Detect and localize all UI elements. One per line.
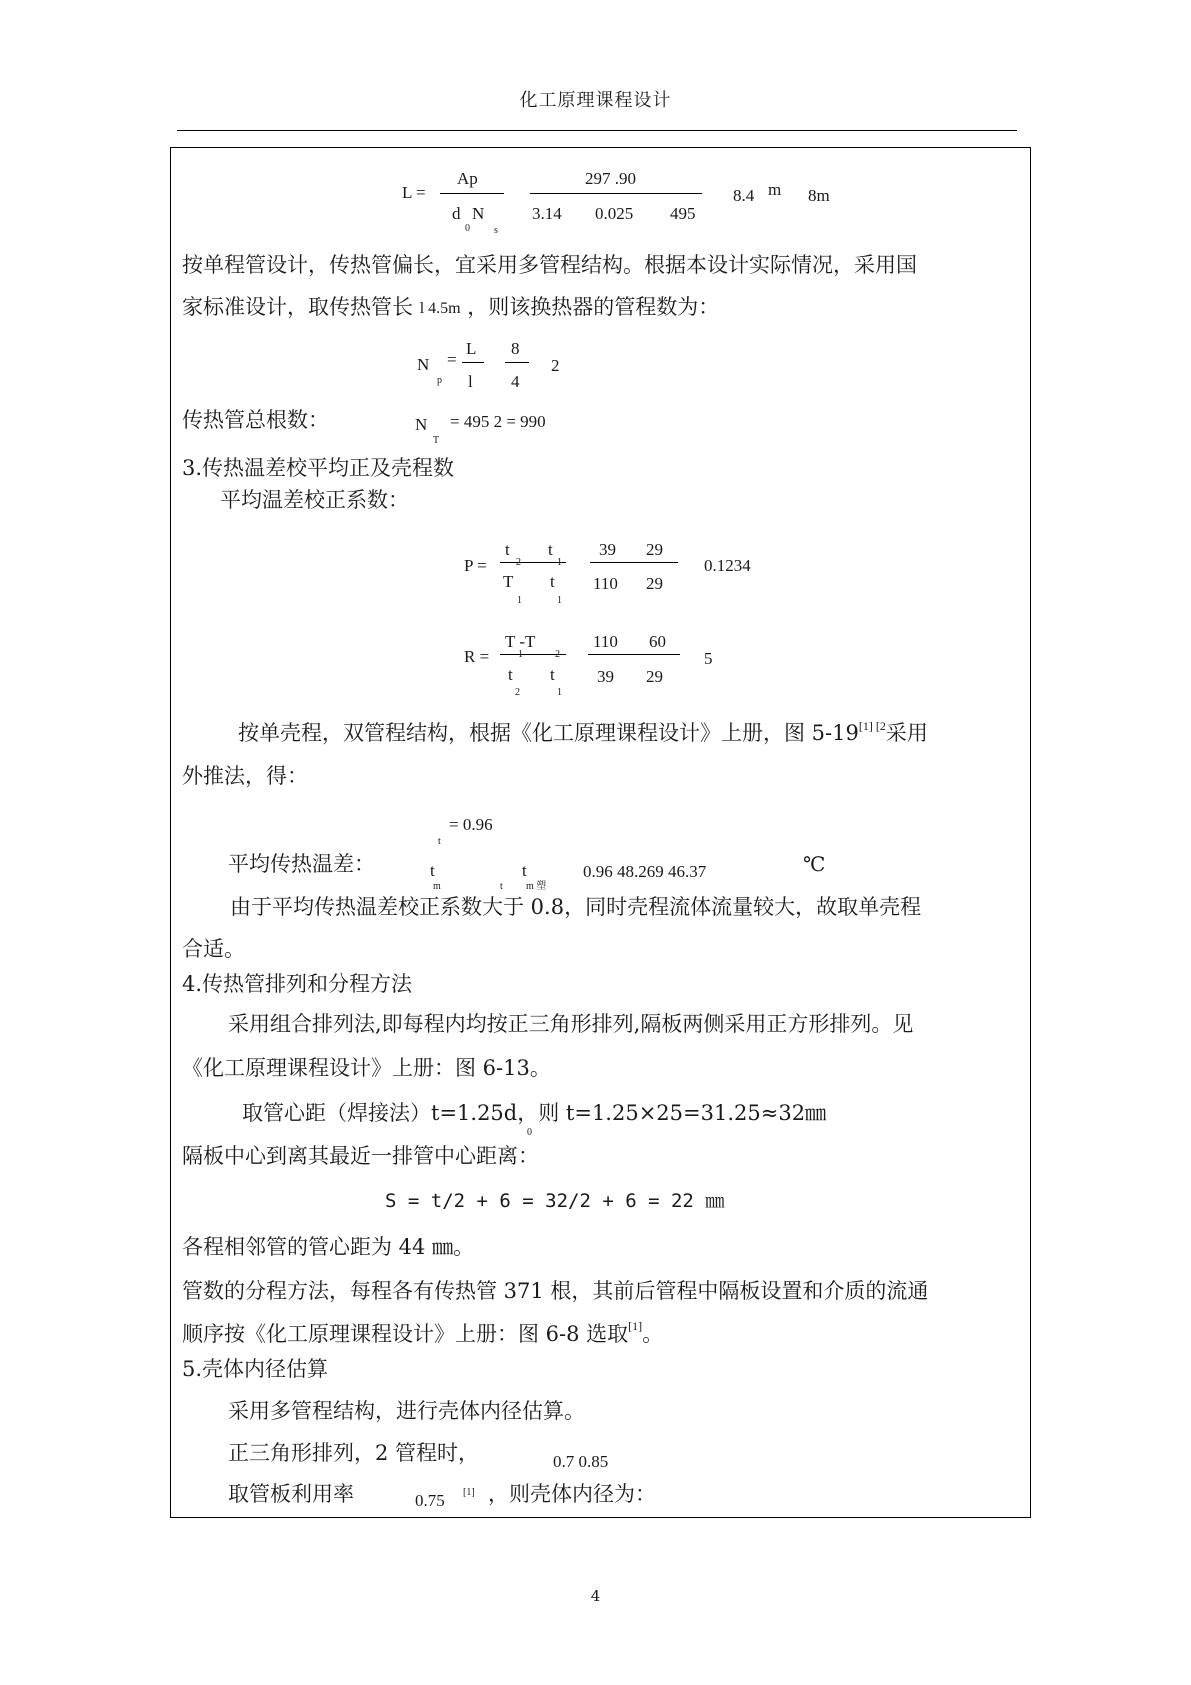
eq-psi-sub: t — [438, 836, 441, 847]
eq-den1-sub0: 0 — [465, 223, 470, 234]
eq-psi: = 0.96 — [449, 815, 493, 834]
eq-den2-a: 39 — [597, 667, 614, 686]
eq-num2-b: 60 — [649, 632, 666, 651]
paragraph-line: 取管板利用率 — [228, 1482, 354, 1506]
eq-num-a-sub — [516, 558, 521, 568]
section-title: 5.壳体内径估算 — [182, 1357, 329, 1381]
eq-den2-b: 29 — [646, 667, 663, 686]
paragraph-line: 正三角形排列，2 管程时， — [228, 1441, 480, 1465]
eq-t1-sub: m — [433, 881, 441, 892]
paragraph-line: 外推法，得： — [182, 764, 308, 788]
section-title: 4.传热管排列和分程方法 — [182, 972, 413, 996]
equation-s — [385, 1192, 724, 1211]
paragraph-line — [182, 297, 719, 318]
eq-expr: = 495 2 = 990 — [450, 412, 546, 431]
eq-den2-a: 110 — [593, 574, 618, 593]
page-header: 化工原理课程设计 — [519, 90, 672, 111]
eq-result: 2 — [551, 356, 560, 375]
fraction-bar — [588, 654, 680, 655]
text: 取管心距（焊接法）t=1.25d，则 t=1.25×25=31.25≈32 — [242, 1101, 806, 1125]
eq-num2-a: 110 — [593, 632, 618, 651]
eq-den-b: t — [550, 572, 555, 591]
content-frame — [170, 147, 1031, 1518]
eq-num-a: T -T — [505, 632, 536, 651]
paragraph-line — [242, 1103, 826, 1124]
eq-expr: 0.96 48.269 46.37 — [583, 862, 707, 881]
text: 采用 — [885, 721, 928, 745]
eq-num2: 8 — [511, 339, 520, 358]
eq-den2: 4 — [511, 372, 520, 391]
paragraph-line — [182, 1319, 664, 1346]
text: 家标准设计，取传热管长 — [182, 295, 413, 319]
text: ，则该换热器的管程数为： — [467, 295, 720, 319]
eq-den1-n: N — [472, 204, 485, 223]
eq-unit: m — [768, 180, 782, 199]
citation-ref: [1] [2 — [858, 719, 886, 733]
math-inline: 0.7 0.85 — [553, 1452, 609, 1471]
unit-mm: ㎜ — [705, 1190, 725, 1212]
eq-lhs: R = — [464, 647, 490, 666]
eq-lhs: P = — [464, 556, 487, 575]
eq-num2-b: 29 — [646, 540, 663, 559]
fraction-bar — [505, 362, 529, 363]
eq-result: 8.4 — [733, 186, 755, 205]
paragraph-line: 采用多管程结构，进行壳体内径估算。 — [228, 1399, 585, 1423]
paragraph-line: 采用组合排列法,即每程内均按正三角形排列,隔板两侧采用正方形排列。见 — [228, 1012, 914, 1036]
eq-num2: 297 .90 — [585, 169, 636, 188]
eq-den-a: t — [508, 665, 513, 684]
eq-num-sub-b — [555, 650, 560, 660]
fraction-bar — [440, 193, 504, 194]
unit-celsius: ℃ — [803, 854, 826, 876]
math-inline: l 4.5m — [419, 300, 461, 317]
eq-num2-a: 39 — [599, 540, 616, 559]
eq-lhs: N — [415, 415, 428, 434]
paragraph-line: 平均温差校正系数： — [220, 488, 409, 512]
eq-result: 0.1234 — [704, 556, 751, 575]
eq-result: 5 — [704, 649, 713, 668]
text: 。 — [642, 1322, 664, 1346]
paragraph-line — [238, 719, 928, 745]
eq-equals: = — [447, 350, 457, 369]
eq-num1: Ap — [457, 169, 478, 188]
eq-num-b-sub — [557, 558, 562, 568]
eq-t2-sub: t — [500, 881, 503, 892]
mean-temp-label: 平均传热温差： — [228, 852, 375, 876]
eq-den1-subs: s — [494, 225, 498, 236]
section-title: 3.传热温差校平均正及壳程数 — [182, 456, 455, 480]
citation-ref: [1] — [628, 1319, 643, 1333]
eq-num-b: t — [548, 540, 553, 559]
citation-ref: [1] — [463, 1487, 475, 1498]
subscript-zero: 0 — [527, 1127, 532, 1138]
paragraph-line: 各程相邻管的管心距为 44 ㎜。 — [182, 1235, 475, 1259]
unit-mm: ㎜ — [805, 1101, 827, 1125]
paragraph-line: 《化工原理课程设计》上册：图 6-13。 — [182, 1056, 551, 1080]
fraction-bar — [530, 193, 702, 194]
eq-lhs: N — [417, 355, 430, 374]
page-number: 4 — [590, 1587, 601, 1605]
eq-num1: L — [466, 339, 477, 358]
eq-den2-a: 3.14 — [532, 204, 562, 223]
paragraph-line: 管数的分程方法，每程各有传热管 371 根，其前后管程中隔板设置和介质的流通 — [182, 1279, 929, 1303]
eq-lhs: L = — [402, 183, 426, 202]
eq-den-b: t — [550, 665, 555, 684]
eq-den-a: T — [503, 572, 514, 591]
math-inline: 0.75 — [415, 1491, 445, 1510]
eq-den-a-sub: 1 — [517, 595, 522, 606]
paragraph-line: 按单程管设计，传热管偏长，宜采用多管程结构。根据本设计实际情况，采用国 — [182, 253, 917, 277]
paragraph-line: ，则壳体内径为： — [488, 1482, 656, 1506]
fraction-bar — [500, 562, 566, 563]
eq-den2-b: 0.025 — [595, 204, 634, 223]
paragraph-line: 隔板中心到离其最近一排管中心距离： — [182, 1144, 539, 1168]
eq-t2: t — [522, 861, 527, 880]
fraction-bar — [462, 362, 484, 363]
eq-den2-c: 495 — [670, 204, 696, 223]
text: 顺序按《化工原理课程设计》上册：图 6-8 选取 — [182, 1322, 629, 1346]
text: 按单壳程，双管程结构，根据《化工原理课程设计》上册，图 5-19 — [238, 721, 859, 745]
eq-num-a: t — [505, 540, 510, 559]
eq-lhs-sub: T — [433, 435, 440, 446]
tube-total-label: 传热管总根数： — [182, 408, 329, 432]
eq-num-sub-a — [518, 650, 523, 660]
fraction-bar — [590, 562, 678, 563]
eq-den-b-sub: 1 — [557, 595, 562, 606]
eq-t3-sub: m 塑 — [526, 881, 547, 892]
eq-rounded: 8m — [808, 186, 830, 205]
eq-den1-d: d — [452, 204, 461, 223]
eq-den1: l — [468, 372, 473, 391]
eq-t1: t — [430, 861, 435, 880]
eq-den-b-sub: 1 — [557, 687, 562, 698]
header-rule — [177, 130, 1017, 131]
fraction-bar — [500, 654, 566, 655]
eq-expr: S = t/2 + 6 = 32/2 + 6 = 22 — [385, 1190, 694, 1212]
paragraph-line: 由于平均传热温差校正系数大于 0.8，同时壳程流体流量较大，故取单壳程 — [230, 895, 922, 919]
eq-den2-b: 29 — [646, 574, 663, 593]
eq-lhs-sub: p — [437, 375, 442, 386]
eq-den-a-sub: 2 — [515, 687, 520, 698]
paragraph-line: 合适。 — [182, 937, 245, 961]
